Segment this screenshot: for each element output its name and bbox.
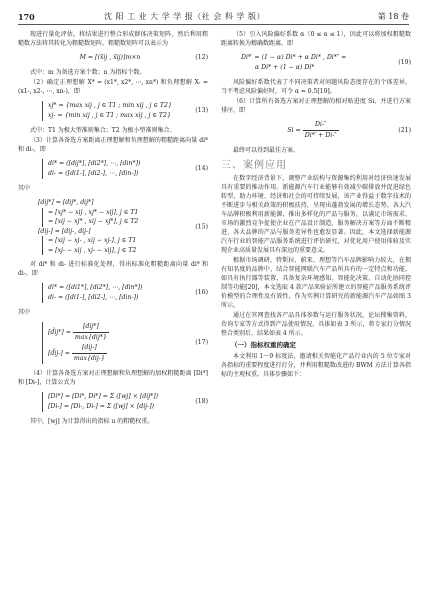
equation-line: di- = ([di1-], [di2-], ⋯, [din-]) [48, 294, 139, 301]
equation-line: = [xij − xj* , xij − xj*], j ∈ T2 [48, 218, 139, 225]
equation-18 [18, 389, 208, 415]
equation-12 [18, 50, 208, 66]
left-column [18, 30, 208, 427]
fraction-denominator: Di*′ + Di-″ [304, 132, 337, 139]
equation-21 [221, 117, 411, 144]
fraction-numerator: [dij*] [73, 322, 109, 333]
paragraph: 式中：m 为备选方案个数；n 为指标个数。 [30, 69, 146, 76]
equation-brace [42, 392, 182, 412]
equation-brace [42, 322, 182, 364]
equation-line: [Di-] = [Di-, Di-] = Σ ([wj] × [dij-]) [48, 403, 155, 410]
equation-14 [18, 156, 208, 182]
equation-line: di* = ([dij*], [di2*], ⋯, [din*]) [48, 160, 141, 167]
paragraph: （3）计算各备选方案距离正理想解和负理想解的粗糙距离向量 di* 和 di-，即 [18, 137, 208, 153]
paragraph: 本文利用 1～9 标度法，邀请相关智能化产品行业内的 5 位专家对各指标的重要程度进行打分，并利用粗糙数改进的 BWM 方法计算各指标的主观权重。具体步骤如下： [221, 353, 411, 378]
equation-number: (14) [195, 165, 208, 172]
subsection-heading: （一）指标权重的确定 [231, 341, 296, 349]
equation-line: [dij*] = [dij*, dij*] [38, 199, 94, 206]
equation-line: xj* = {max xij , j ∈ T1 ; min xij , j ∈ T2} [48, 102, 172, 109]
equation-line: di- = ([di1-], [di2-], ⋯, [din-]) [48, 170, 139, 177]
fraction [73, 322, 109, 343]
equation-brace [42, 101, 182, 121]
equation-13 [18, 98, 208, 124]
paragraph: （6）计算所有备选方案对正理想解的相对贴进度 Si，并进行方案排序，即 [221, 98, 411, 114]
volume-label: 第 18 卷 [377, 12, 409, 21]
equation-line: [Di*] = [Di*, Di*] = Σ ([wj] × [dij*]) [48, 393, 159, 400]
equation-number: (18) [195, 398, 208, 405]
journal-title: 沈 阳 工 业 大 学 学 报（社 会 科 学 版） [104, 12, 265, 21]
fraction-numerator: Di-″ [303, 120, 339, 131]
equation-number: (19) [398, 59, 411, 66]
paragraph: （4）计算各备选方案对正理想解和负理想解的加权粗糙距离 [Di*] 和 [Di-]，计算公式为 [18, 370, 208, 386]
paragraph: 在数字经济背景下，调整产业结构与资源集约利用对经济快速发展具有重要的推动作用。新能源汽车行业能够有效减少碳排放并促进绿色转型，助力环境、经济和社会的可持续发展，该产业得益于数字技术的不断进步与相关政策的积极扶持，呈现出蓬勃发展的增长态势。各大汽车品牌积极利用新能源，推出多样化的产品与服务，以满足市场需求。市场的激烈竞争促使企业在产品设计制造、服务解决方案等方面不断精进，各大品牌的产品与服务差异性也愈发显著。因此，本文选择新能源汽车行业的智能产品服务系统进行评估研究，对优化用户使用体验及实现企业高质量发展具有深远的重要意义。 [221, 175, 411, 254]
paragraph: 对 di* 和 di- 进行标准化处理，得出标准化粗糙距离向量 di* 和 di-，即 [18, 261, 208, 277]
equation-line: = [xj- − xij , xj- − xij], j ∈ T2 [48, 246, 137, 254]
paragraph: 其中，[wj] 为计算得出的指标 u 的粗糙权重。 [30, 418, 154, 425]
equation-brace [42, 283, 182, 303]
fraction-numerator: [dij-] [72, 343, 107, 354]
equation-line: α Di* + (1 − α) Di* [255, 64, 315, 71]
equation-number: (17) [195, 339, 208, 346]
section-heading: 三、案例应用 [221, 160, 287, 171]
paragraph: （5）引入风险偏好系数 α（0 ≤ α ≤ 1），因此可以将加权粗糙数距离转换为精确数距离，即 [221, 31, 411, 47]
fraction [72, 343, 107, 364]
paragraph: 式中：T1 为极大型准则集合；T2 为极小型准则集合。 [30, 127, 176, 134]
equation-brace [42, 159, 182, 179]
equation-line: xj- = {min xij , j ∈ T1 ; max xij , j ∈ T2} [48, 112, 171, 119]
fraction [303, 120, 339, 141]
equation-line: = [xij − xj- , xij − xj-], j ∈ T1 [48, 237, 137, 244]
page-header [18, 10, 409, 25]
equation-16 [18, 280, 208, 306]
fraction-denominator: max{dij-} [73, 355, 105, 362]
paragraph: 根据市场调研、特斯拉、蔚来、理想等汽车品牌影响力较大，在拥有知名度的品牌中，结合智能网联汽车产品所具有的一定特点和功能，如具有执行器等装置，具备复杂环境感知、智能化决策、自动化协同控制等功能[20]，本文选取 4 款产品来验证所建立的智能产品服务系统评价模型的合理性及有效性，作为实例计算研究的新能源汽车产品如图 3 所示。 [221, 257, 411, 309]
equation-line: Di*′ = (1 − α) Di* + α Di* , Di*″ = [241, 54, 347, 61]
equation-line: = [xj* − xij , xj* − xij], j ∈ T1 [48, 208, 139, 216]
equation-lhs: Si = [287, 127, 301, 134]
paragraph: 其中 [18, 185, 31, 192]
equation-number: (15) [195, 222, 208, 230]
paragraph: （2）确定正理想解 X* = (x1*, x2*, ⋯, xn*) 和负理想解 X- = (x1-, x2-, ⋯, xn-)，即 [18, 79, 208, 95]
equation-line: di* = ([di1*], [di2*], ⋯, [din*]) [48, 284, 143, 291]
equation-brace [42, 236, 182, 255]
paragraph: 通过在官网查找各产品具体参数与运行服务状况，论坛搜集资料，咨询专家等方式得到产品使用情况，具体如表 3 所示，将专家打分情况整合类别后，结果如表 4 所示。 [221, 312, 411, 337]
paragraph: 其中 [18, 309, 31, 316]
equation-brace [42, 208, 182, 227]
equation-line: [d̃ij*] = $\frac{\text{[dij*]}}{\text{max\{dij*\}}}$ [48, 323, 107, 341]
equation-number: (21) [398, 126, 411, 134]
equation-15 [18, 195, 208, 258]
right-column [221, 30, 411, 380]
equation-line: [d̃ij-] = $\frac{\text{[dij-]}}{\text{max\{dij-\}}}$ [48, 344, 105, 362]
equation-number: (13) [195, 107, 208, 114]
fraction-denominator: max{dij*} [74, 334, 107, 341]
equation-19 [221, 50, 411, 76]
page-number: 170 [18, 12, 35, 22]
equation-17 [18, 319, 208, 367]
equation-number: (12) [195, 54, 208, 61]
equation-line: [dij-] = [dij-, dij-] [38, 227, 91, 235]
paragraph: 最终可以得到最佳方案。 [233, 147, 300, 154]
equation-number: (16) [195, 289, 208, 296]
paragraph: 现进行量化评估，将结果进行整合形成群体决策矩阵，然后利用粗糙数方法将其转化为粗糙数矩阵，粗糙数矩阵可以表示为 [18, 31, 208, 47]
paragraph: 风险偏好系数代表了不同决策者对问题风险态度存在的个体差异。当不考虑风险偏好时，可令 α = 0.5[19]。 [221, 79, 411, 95]
equation-body: M = [(x̃ij , x̃ij)]m×n [79, 54, 141, 61]
